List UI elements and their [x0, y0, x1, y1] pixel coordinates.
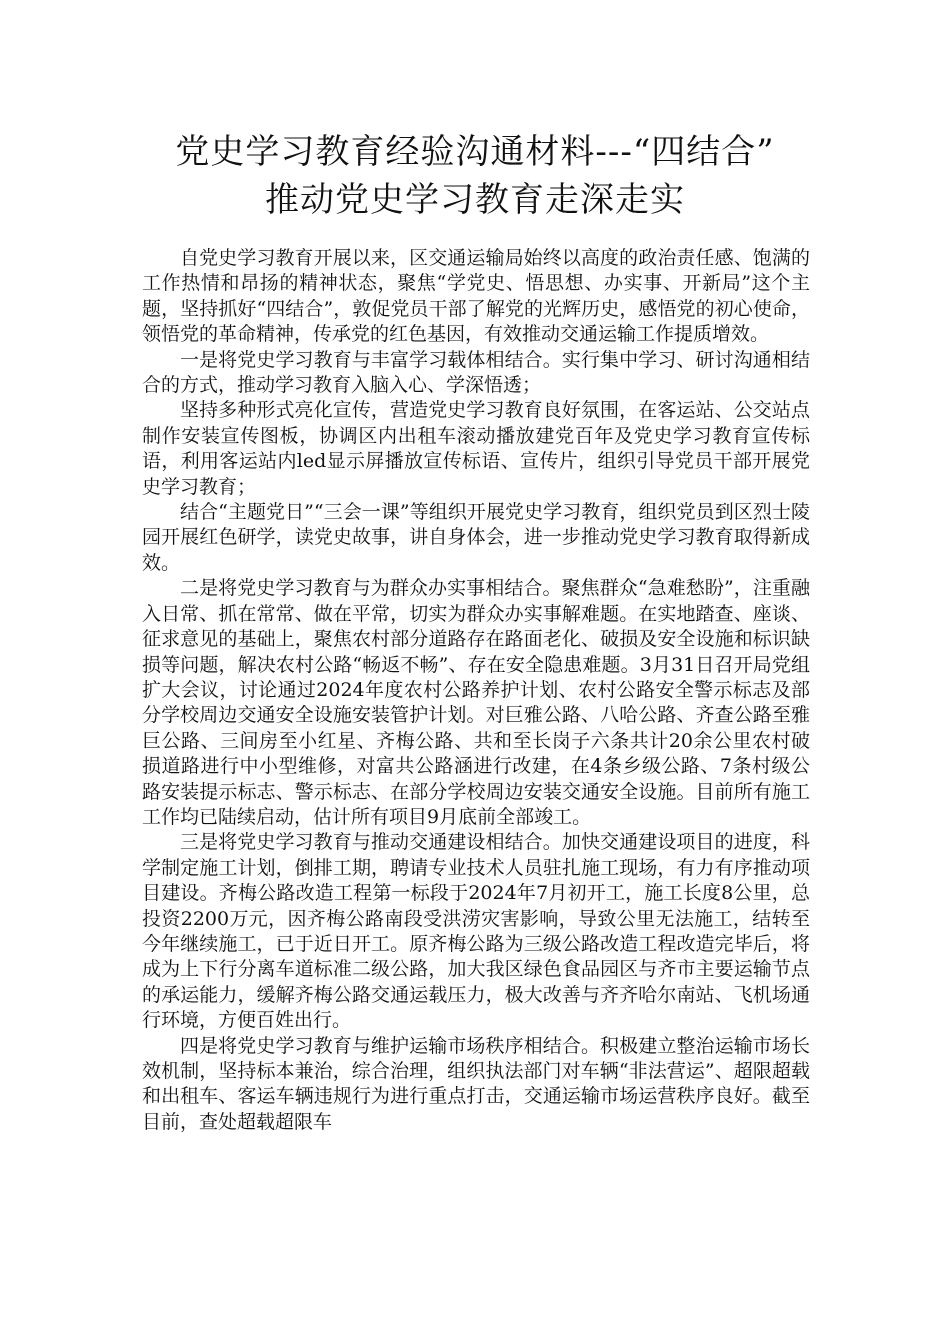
paragraph-point-2: 二是将党史学习教育与为群众办实事相结合。聚焦群众“急难愁盼”，注重融入日常、抓在常常、做在平常，切实为群众办实事解难题。在实地踏查、座谈、征求意见的基础上，聚焦农村部分道路存在路面老化、破损及安全设施和标识缺损等问题，解决农村公路“畅返不畅”、存在安全隐患难题。3月31日召开局党组扩大会议，讨论通过2024年度农村公路养护计划、农村公路安全警示标志及部分学校周边交通安全设施安装管护计划。对巨雅公路、八哈公路、齐查公路至雅巨公路、三间房至小红星、齐梅公路、共和至长岗子六条共计20余公里农村破损道路进行中小型维修，对富共公路涵进行改建，在4条乡级公路、7条村级公路安装提示标志、警示标志、在部分学校周边安装交通安全设施。目前所有施工工作均已陆续启动，估计所有项目9月底前全部竣工。 [142, 577, 810, 828]
paragraph-point-3: 三是将党史学习教育与推动交通建设相结合。加快交通建设项目的进度，科学制定施工计划，倒排工期，聘请专业技术人员驻扎施工现场，有力有序推动项目建设。齐梅公路改造工程第一标段于2024年7月初开工，施工长度8公里，总投资2200万元，因齐梅公路南段受洪涝灾害影响，导致公里无法施工，结转至今年继续施工，已于近日开工。原齐梅公路为三级公路改造工程改造完毕后，将成为上下行分离车道标准二级公路，加大我区绿色食品园区与齐市主要运输节点的承运能力，缓解齐梅公路交通运载压力，极大改善与齐齐哈尔南站、飞机场通行环境，方便百姓出行。 [142, 831, 810, 1032]
paragraph-point-1-activities: 结合“主题党日”“三会一课”等组织开展党史学习教育，组织党员到区烈士陵园开展红色研学，读党史故事，讲自身体会，进一步推动党史学习教育取得新成效。 [142, 501, 810, 574]
document-body [142, 246, 810, 1135]
document-title [120, 128, 830, 224]
paragraph-point-1: 一是将党史学习教育与丰富学习载体相结合。实行集中学习、研讨沟通相结合的方式，推动学习教育入脑入心、学深悟透； [142, 348, 810, 397]
paragraph-point-4: 四是将党史学习教育与维护运输市场秩序相结合。积极建立整治运输市场长效机制，坚持标本兼治，综合治理，组织执法部门对车辆“非法营运”、超限超载和出租车、客运车辆违规行为进行重点打击，交通运输市场运营秩序良好。截至目前，查处超载超限车 [142, 1034, 810, 1133]
paragraph-point-1-publicity: 坚持多种形式亮化宣传，营造党史学习教育良好氛围，在客运站、公交站点制作安装宣传图板，协调区内出租车滚动播放建党百年及党史学习教育宣传标语，利用客运站内led显示屏播放宣传标语、宣传片，组织引导党员干部开展党史学习教育； [142, 399, 810, 498]
paragraph-intro: 自党史学习教育开展以来，区交通运输局始终以高度的政治责任感、饱满的工作热情和昂扬的精神状态，聚焦“学党史、悟思想、办实事、开新局”这个主题，坚持抓好“四结合”，敦促党员干部了解党的光辉历史，感悟党的初心使命，领悟党的革命精神，传承党的红色基因，有效推动交通运输工作提质增效。 [142, 247, 810, 346]
title-line-1: 党史学习教育经验沟通材料---“四结合” [175, 132, 775, 172]
title-line-2: 推动党史学习教育走深走实 [265, 180, 685, 220]
